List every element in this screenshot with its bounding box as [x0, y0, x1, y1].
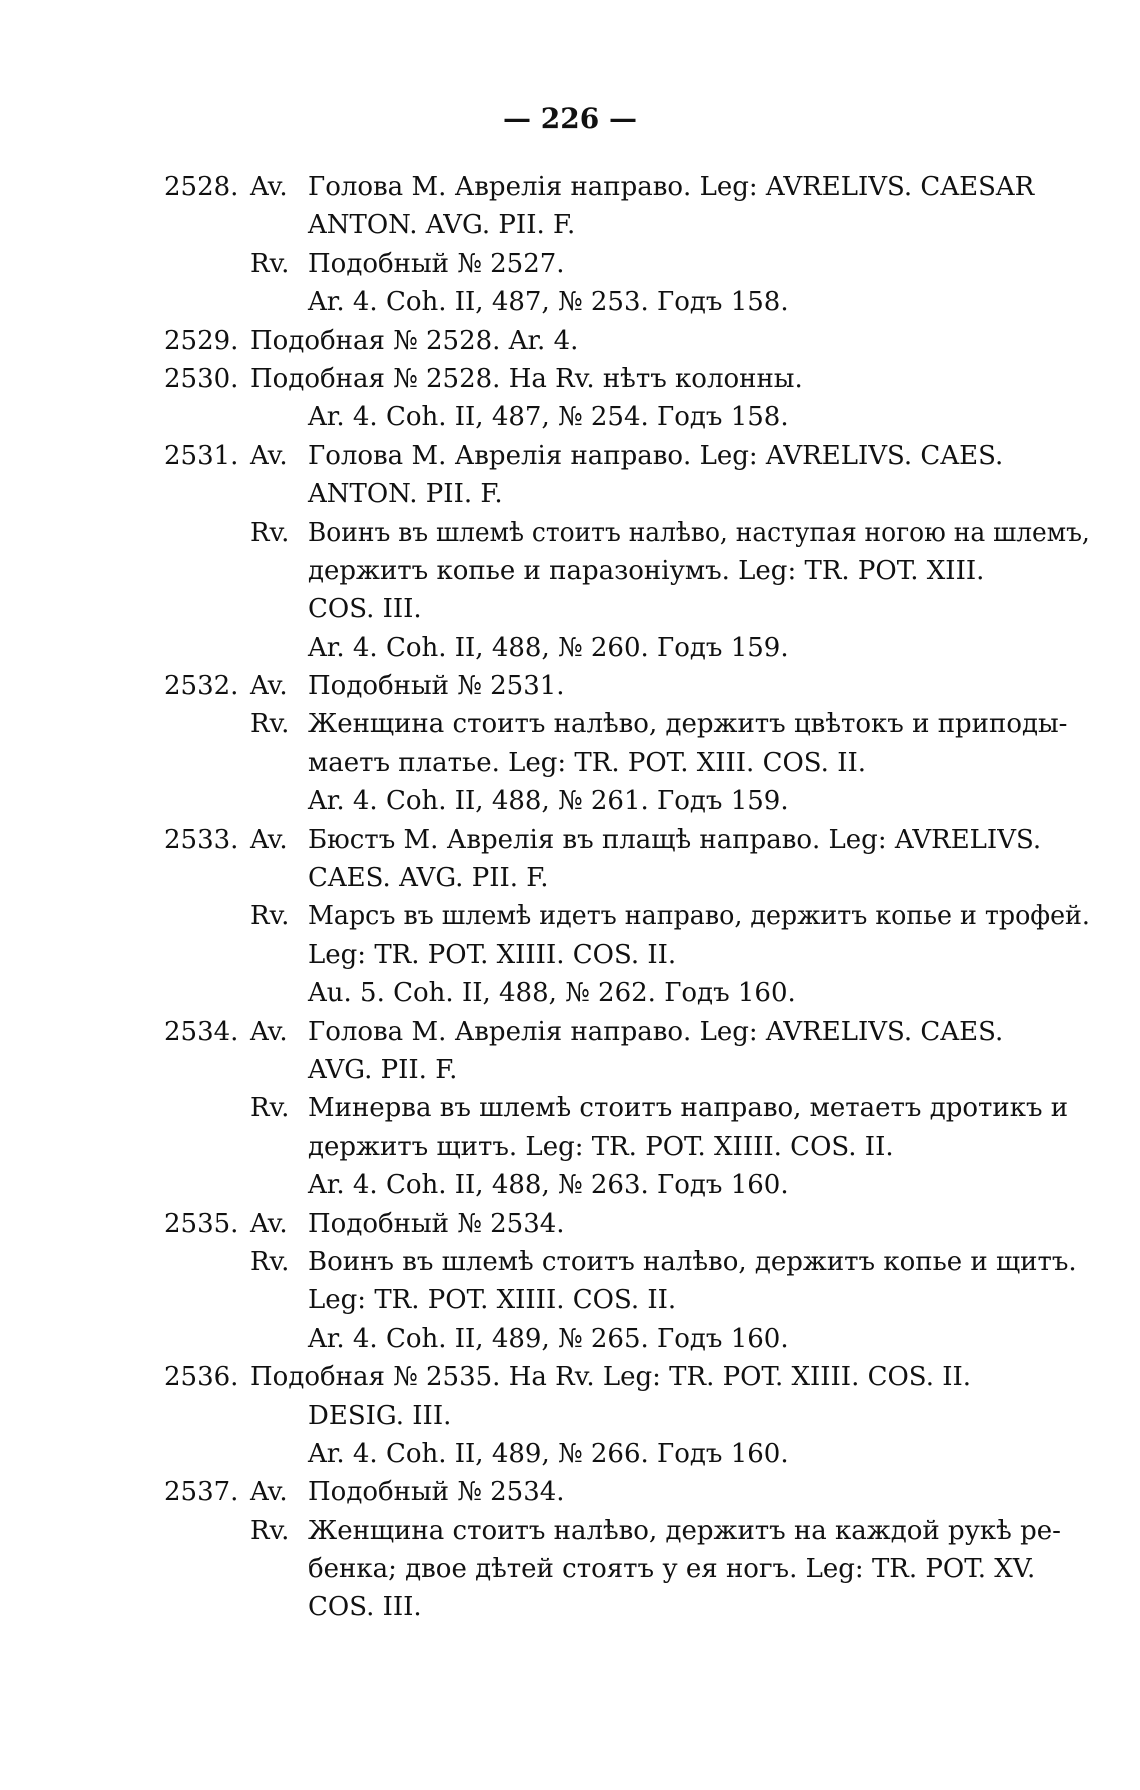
reverse-description: держитъ щитъ. Leg: TR. POT. XIIII. COS. II. — [308, 1131, 894, 1162]
obverse-label: Av. — [250, 671, 288, 702]
text-line — [0, 1397, 1140, 1435]
entry-number: 2528. — [164, 172, 239, 202]
catalog-entries — [0, 168, 1140, 1627]
text-line — [0, 629, 1140, 667]
reverse-label: Rv. — [250, 517, 290, 548]
reverse-description: маетъ платье. Leg: TR. POT. XIII. COS. II. — [308, 747, 867, 778]
page-number: — 226 — — [503, 102, 637, 135]
obverse-label: Av. — [250, 1016, 288, 1047]
reverse-description: бенка; двое дѣтей стоятъ у ея ногъ. Leg: TR. POT. XV. — [308, 1554, 1036, 1585]
obverse-description: Бюстъ М. Аврелія въ плащѣ направо. Leg: AVRELIVS. — [308, 824, 1042, 855]
reverse-description: Leg: TR. POT. XIIII. COS. II. — [308, 1285, 677, 1316]
text-line — [0, 1243, 1140, 1281]
entry-text: Подобная № 2528. На Rv. нѣтъ колонны. — [250, 363, 803, 394]
text-line — [0, 1358, 1140, 1396]
reference: Ar. 4. Coh. II, 488, № 261. Годъ 159. — [308, 786, 789, 817]
reverse-description: держитъ копье и паразоніумъ. Leg: TR. POT. XIII. — [308, 555, 985, 586]
text-line — [0, 322, 1140, 360]
text-line — [0, 168, 1140, 206]
reference: Ar. 4. Coh. II, 487, № 253. Годъ 158. — [308, 287, 789, 318]
reverse-label: Rv. — [250, 709, 290, 740]
text-line — [0, 245, 1140, 283]
entry-number: 2533. — [164, 824, 239, 855]
text-line — [0, 1166, 1140, 1204]
obverse-description: Подобный № 2534. — [308, 1477, 565, 1508]
obverse-description: ANTON. AVG. PII. F. — [308, 210, 576, 241]
reverse-description: Минерва въ шлемѣ стоитъ направо, метаетъ дротикъ и — [308, 1093, 1069, 1124]
reverse-description: Женщина стоитъ налѣво, держитъ цвѣтокъ и приподы- — [308, 709, 1068, 740]
reference: Au. 5. Coh. II, 488, № 262. Годъ 160. — [308, 978, 796, 1009]
text-line — [0, 514, 1140, 552]
entry-number: 2534. — [164, 1016, 239, 1047]
obverse-description: AVG. PII. F. — [308, 1054, 458, 1085]
reverse-label: Rv. — [250, 1246, 290, 1277]
text-line — [0, 475, 1140, 513]
entry-number: 2535. — [164, 1208, 239, 1239]
reverse-description: Женщина стоитъ налѣво, держитъ на каждой рукѣ ре- — [308, 1515, 1061, 1546]
reference: Ar. 4. Coh. II, 488, № 263. Годъ 160. — [308, 1170, 789, 1201]
obverse-description: Подобный № 2531. — [308, 671, 565, 702]
entry-number: 2536. — [164, 1362, 239, 1393]
obverse-label: Av. — [250, 1208, 288, 1239]
reference: Ar. 4. Coh. II, 489, № 265. Годъ 160. — [308, 1323, 789, 1354]
obverse-label: Av. — [250, 172, 288, 202]
text-line — [0, 552, 1140, 590]
text-line — [0, 206, 1140, 244]
text-line — [0, 398, 1140, 436]
reference: Ar. 4. Coh. II, 487, № 254. Годъ 158. — [308, 402, 789, 433]
text-line — [0, 667, 1140, 705]
reverse-label: Rv. — [250, 1515, 290, 1546]
text-line — [0, 437, 1140, 475]
text-line — [0, 1128, 1140, 1166]
text-line — [0, 1435, 1140, 1473]
text-line — [0, 1089, 1140, 1127]
reverse-description: Воинъ въ шлемѣ стоитъ налѣво, держитъ копье и щитъ. — [308, 1246, 1077, 1277]
text-line — [0, 1588, 1140, 1626]
text-line — [0, 1013, 1140, 1051]
obverse-description: CAES. AVG. PII. F. — [308, 863, 549, 894]
text-line — [0, 283, 1140, 321]
text-line — [0, 705, 1140, 743]
obverse-description: Голова М. Аврелія направо. Leg: AVRELIVS. CAES. — [308, 1016, 1004, 1047]
text-line — [0, 1205, 1140, 1243]
obverse-description: Подобный № 2534. — [308, 1208, 565, 1239]
reverse-label: Rv. — [250, 248, 290, 279]
text-line — [0, 1512, 1140, 1550]
obverse-description: ANTON. PII. F. — [308, 479, 503, 510]
reverse-description: Подобный № 2527. — [308, 248, 565, 279]
text-line — [0, 1473, 1140, 1511]
reverse-description: COS. III. — [308, 1592, 422, 1623]
reverse-label: Rv. — [250, 901, 290, 932]
reverse-description: COS. III. — [308, 594, 422, 625]
text-line — [0, 590, 1140, 628]
text-line — [0, 1051, 1140, 1089]
entry-text: Подобная № 2528. Ar. 4. — [250, 325, 579, 356]
obverse-label: Av. — [250, 1477, 288, 1508]
obverse-label: Av. — [250, 824, 288, 855]
reference: Ar. 4. Coh. II, 489, № 266. Годъ 160. — [308, 1438, 789, 1469]
text-line — [0, 360, 1140, 398]
obverse-description: Голова М. Аврелія направо. Leg: AVRELIVS. CAES. — [308, 440, 1004, 471]
reverse-description: Воинъ въ шлемѣ стоитъ налѣво, наступая ногою на шлемъ, — [308, 517, 1090, 548]
reverse-label: Rv. — [250, 1093, 290, 1124]
text-line — [0, 1281, 1140, 1319]
entry-number: 2530. — [164, 363, 239, 394]
text-line — [0, 859, 1140, 897]
text-line — [0, 744, 1140, 782]
entry-number: 2531. — [164, 440, 239, 471]
entry-text: DESIG. III. — [308, 1400, 452, 1431]
obverse-label: Av. — [250, 440, 288, 471]
entry-number: 2529. — [164, 325, 239, 356]
reference: Ar. 4. Coh. II, 488, № 260. Годъ 159. — [308, 632, 789, 663]
text-line — [0, 974, 1140, 1012]
text-line — [0, 936, 1140, 974]
obverse-description: Голова М. Аврелія направо. Leg: AVRELIVS. CAESAR — [308, 172, 1035, 202]
text-line — [0, 1550, 1140, 1588]
entry-text: Подобная № 2535. На Rv. Leg: TR. POT. XIIII. COS. II. — [250, 1362, 972, 1393]
text-line — [0, 897, 1140, 935]
reverse-description: Марсъ въ шлемѣ идетъ направо, держитъ копье и трофей. — [308, 901, 1090, 932]
text-line — [0, 782, 1140, 820]
reverse-description: Leg: TR. POT. XIIII. COS. II. — [308, 939, 677, 970]
entry-number: 2537. — [164, 1477, 239, 1508]
text-line — [0, 1320, 1140, 1358]
text-line — [0, 821, 1140, 859]
entry-number: 2532. — [164, 671, 239, 702]
